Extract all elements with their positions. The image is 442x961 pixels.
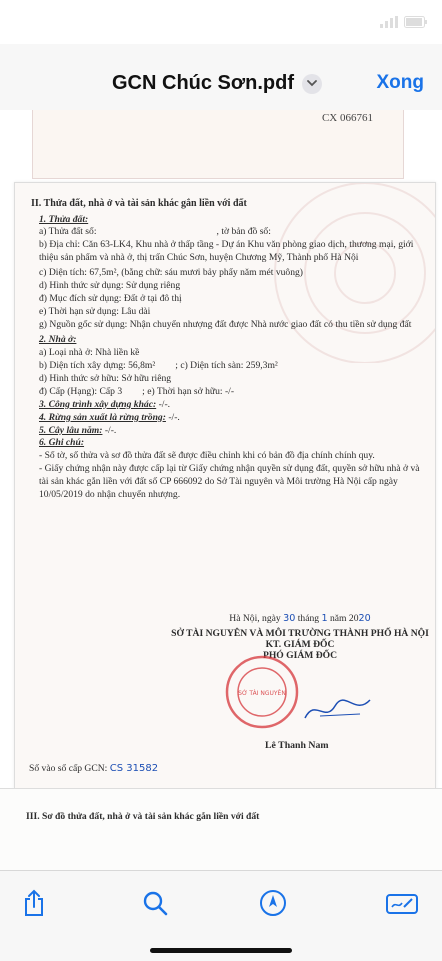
- markup-icon[interactable]: [255, 885, 291, 921]
- kt-director: KT. GIÁM ĐỐC: [265, 639, 335, 650]
- share-icon[interactable]: [16, 885, 52, 921]
- section-title: II. Thửa đất, nhà ở và tài sản khác gắn liền với đất: [31, 198, 247, 209]
- house-build-area: b) Diện tích xây dựng: 56,8m²: [39, 359, 156, 371]
- house-type: a) Loại nhà ở: Nhà liền kề: [39, 346, 140, 358]
- house-ownership-term: ; e) Thời hạn sở hữu: -/-: [142, 385, 235, 397]
- signature-icon[interactable]: [384, 885, 420, 921]
- previous-page-fragment: [32, 110, 404, 179]
- issue-date: Hà Nội, ngày 30 tháng 1 năm 2020: [229, 613, 371, 624]
- battery-icon: [404, 16, 428, 28]
- pdf-viewer[interactable]: [0, 110, 442, 870]
- next-page: [0, 788, 442, 871]
- official-stamp: [223, 653, 301, 731]
- deputy-director-title: PHÓ GIÁM ĐỐC: [262, 650, 338, 661]
- issuing-department: SỞ TÀI NGUYÊN VÀ MÔI TRƯỜNG THÀNH PHỐ HÀ NỘI: [171, 628, 429, 639]
- title-menu[interactable]: [112, 72, 322, 95]
- issue-year: 20: [358, 613, 371, 624]
- signal-icon: [380, 16, 398, 28]
- search-icon[interactable]: [137, 885, 173, 921]
- land-use-term: e) Thời hạn sử dụng: Lâu dài: [39, 306, 151, 318]
- next-page-heading: III. Sơ đồ thửa đất, nhà ở và tài sản khác gắn liền với đất: [26, 811, 260, 822]
- land-heading: 1. Thửa đất:: [39, 213, 89, 225]
- land-address: b) Địa chỉ: Căn 63-LK4, Khu nhà ở thấp tầng - Dự án Khu văn phòng giao dịch, thương mại, giới thiệu sản phẩm và nhà ở, thị trấn Chúc Sơn, huyện Chương Mỹ, Thành phố Hà Nội: [39, 239, 414, 264]
- registry-number: Số vào sổ cấp GCN: CS 31582: [29, 763, 159, 774]
- land-use-origin: g) Nguồn gốc sử dụng: Nhận chuyển nhượng đất được Nhà nước giao đất có thu tiền sử dụng đất: [39, 319, 412, 330]
- bottom-toolbar: [0, 870, 442, 961]
- parcel-number-label: a) Thửa đất số:: [39, 226, 97, 238]
- registry-value: CS 31582: [109, 763, 159, 774]
- notes-heading: 6. Ghi chú:: [39, 437, 85, 449]
- map-sheet-label: , tờ bản đồ số:: [216, 226, 271, 238]
- certificate-serial: CX 066761: [321, 112, 373, 124]
- house-heading: 2. Nhà ở:: [39, 333, 77, 345]
- pdf-page: [14, 182, 436, 789]
- forest-value: -/-.: [168, 411, 180, 423]
- land-use-purpose: đ) Mục đích sử dụng: Đất ở tại đô thị: [39, 293, 182, 305]
- forest-heading: 4. Rừng sản xuất là rừng trồng:: [39, 411, 166, 423]
- chevron-down-icon[interactable]: [302, 74, 322, 94]
- trees-value: -/-.: [104, 424, 117, 436]
- document-body: [31, 197, 426, 502]
- done-button[interactable]: Xong: [376, 72, 424, 93]
- nav-bar: [0, 44, 442, 111]
- handwritten-signature: [300, 688, 380, 728]
- signer-name: Lê Thanh Nam: [265, 740, 329, 751]
- note-2: - Giấy chứng nhận này được cấp lại từ Giấy chứng nhận quyền sử dụng đất, quyền sở hữu nhà ở và tài sản khác gắn liền với đất số CP 666092 do Sở Tài nguyên và Môi trường Hà Nội cấp ngày 10/05/2019 do nhận chuyển nhượng.: [39, 463, 420, 501]
- house-floor-area: ; c) Diện tích sàn: 259,3m²: [175, 359, 278, 371]
- home-indicator: [150, 948, 292, 953]
- note-1: - Số tờ, số thửa và sơ đồ thửa đất sẽ được điều chỉnh khi có bản đồ địa chính chính quy.: [39, 450, 375, 462]
- document-title: GCN Chúc Sơn.pdf: [112, 72, 294, 94]
- other-works-heading: 3. Công trình xây dựng khác:: [39, 398, 157, 410]
- svg-text:SỞ TÀI NGUYÊN: SỞ TÀI NGUYÊN: [238, 690, 286, 697]
- land-area: c) Diện tích: 67,5m², (bằng chữ: sáu mươi bảy phẩy năm mét vuông): [39, 267, 303, 279]
- other-works-value: -/-.: [158, 398, 171, 410]
- house-ownership: d) Hình thức sở hữu: Sở hữu riêng: [39, 372, 172, 384]
- issue-month: 1: [321, 613, 328, 624]
- land-use-form: d) Hình thức sử dụng: Sử dụng riêng: [39, 280, 181, 292]
- trees-heading: 5. Cây lâu năm:: [39, 424, 103, 436]
- house-grade: đ) Cấp (Hạng): Cấp 3: [39, 385, 123, 397]
- issue-day: 30: [283, 613, 296, 624]
- status-bar: [0, 0, 442, 44]
